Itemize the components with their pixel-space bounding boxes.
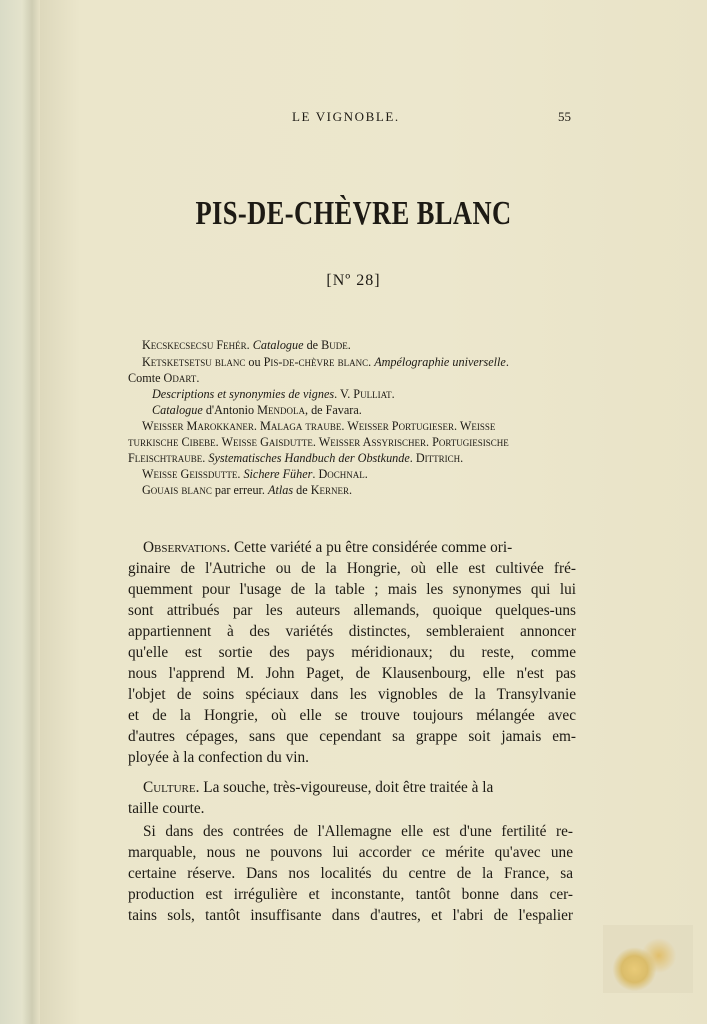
synonym-text: .	[391, 387, 395, 401]
synonym-text: .	[202, 451, 209, 465]
synonym-name: Dittrich	[415, 451, 461, 465]
work-title: Catalogue	[152, 403, 203, 417]
synonym-line	[142, 354, 509, 370]
work-title: Ampélographie universelle	[374, 355, 506, 369]
running-head: LE VIGNOBLE.	[292, 109, 400, 124]
synonym-text: .	[246, 338, 253, 352]
synonym-text: .	[349, 483, 353, 497]
synonym-name: turkische Cibebe. Weisse Gaisdutte. Weisser Assyrischer. Portugiesische	[128, 435, 509, 449]
synonym-text: .	[196, 371, 200, 385]
culture-paragraph-line: Culture. La souche, très-vigoureuse, doit être traitée à la	[143, 779, 494, 796]
culture-paragraph-line: Si dans des contrées de l'Allemagne elle est d'une fertilité re-	[143, 823, 573, 840]
synonym-name: Weisser Marokkaner. Malaga traube. Weisser Portugieser. Weisse	[142, 419, 496, 433]
synonym-name: Bude	[321, 338, 348, 352]
synonym-text: .	[312, 467, 319, 481]
synonym-text: d'Antonio	[202, 403, 258, 417]
synonym-line	[128, 370, 199, 386]
synonym-text: .	[409, 451, 416, 465]
synonym-name: Kecskecsecsu Fehér	[142, 338, 247, 352]
observations-paragraph-line: ployée à la confection du vin.	[128, 749, 309, 766]
observations-paragraph-line: appartiennent à des variétés distinctes, sembleraient annoncer	[128, 623, 576, 640]
culture-paragraph-line: production est irrégulière et inconstante, tantôt bonne dans cer-	[128, 886, 573, 903]
synonym-line	[128, 434, 509, 450]
synonym-name: Weisse Geissdutte	[142, 467, 238, 481]
observations-paragraph-line: et de la Hongrie, où elle se trouve toujours mélangée avec	[128, 707, 576, 724]
culture-paragraph-line: taille courte.	[128, 800, 205, 817]
observations-paragraph-line: sont attribués par les auteurs allemands, quoique quelques-uns	[128, 602, 576, 619]
work-title: Atlas	[268, 483, 294, 497]
synonym-text: de	[303, 338, 322, 352]
observations-paragraph-line: d'autres cépages, sans que cependant sa grappe soit jamais em-	[128, 728, 576, 745]
synonym-line	[142, 482, 352, 498]
synonym-line	[152, 386, 395, 402]
book-page-edge	[0, 0, 40, 1024]
synonym-name: Ketsketsetsu blanc	[142, 355, 246, 369]
observations-paragraph-line: nous l'apprend M. John Paget, de Klausenbourg, elle n'est pas	[128, 665, 576, 682]
synonym-name: Fleischtraube	[128, 451, 203, 465]
observations-paragraph-line: Observations. Cette variété a pu être considérée comme ori-	[143, 539, 513, 556]
synonym-line	[142, 337, 351, 353]
observations-paragraph-line: ginaire de l'Autriche ou de la Hongrie, où elle est cultivée fré-	[128, 560, 576, 577]
culture-paragraph-line: tains sols, tantôt insuffisante dans d'autres, et l'abri de l'espalier	[128, 907, 573, 924]
synonym-line	[142, 418, 495, 434]
synonym-text: , de Favara.	[304, 403, 362, 417]
synonym-text: .	[347, 338, 351, 352]
culture-paragraph-line: certaine réserve. Dans nos localités du centre de la France, sa	[128, 865, 573, 882]
synonym-name: Odart	[163, 371, 197, 385]
synonym-text: .	[460, 451, 464, 465]
observations-paragraph-line: quemment pour l'usage de la table ; mais les synonymes qui lui	[128, 581, 576, 598]
work-title: Catalogue	[252, 338, 304, 352]
grape-illustration-thumbnail	[603, 925, 693, 993]
work-title: Sichere Füher	[243, 467, 313, 481]
observations-paragraph-line: l'objet de soins spéciaux dans les vignobles de la Transylvanie	[128, 686, 576, 703]
synonym-line	[142, 466, 368, 482]
page-number: 55	[558, 109, 571, 124]
synonym-name: Pis-de-chèvre blanc	[263, 355, 369, 369]
work-title: Descriptions et synonymies de vignes	[152, 387, 335, 401]
synonym-text: .	[368, 355, 375, 369]
synonym-line	[128, 450, 463, 466]
synonym-name: Pulliat	[353, 387, 392, 401]
synonym-line	[152, 402, 362, 418]
synonym-text: ou	[245, 355, 264, 369]
synonym-text: par erreur.	[211, 483, 269, 497]
synonym-name: Kerner	[310, 483, 350, 497]
culture-paragraph-line: marquable, nous ne pouvons lui accorder ce mérite qu'avec une	[128, 844, 573, 861]
synonym-text: .	[505, 355, 509, 369]
synonym-text: Comte	[128, 371, 164, 385]
synonym-name: Gouais blanc	[142, 483, 212, 497]
observations-paragraph-line: qu'elle est sortie des pays méridionaux; du reste, comme	[128, 644, 576, 661]
synonym-text: .	[364, 467, 368, 481]
page-title: PIS-DE-CHÈVRE BLANC	[195, 195, 512, 232]
synonym-name: Dochnal	[318, 467, 365, 481]
synonym-text: de	[293, 483, 311, 497]
synonym-name: Mendola	[257, 403, 305, 417]
culture-label: Culture	[143, 779, 196, 796]
synonym-text: .	[237, 467, 244, 481]
observations-label: Observations	[143, 539, 227, 556]
work-title: Systematisches Handbuch der Obstkunde	[208, 451, 410, 465]
synonym-text: . V.	[334, 387, 354, 401]
variety-number: [Nº 28]	[326, 272, 381, 289]
